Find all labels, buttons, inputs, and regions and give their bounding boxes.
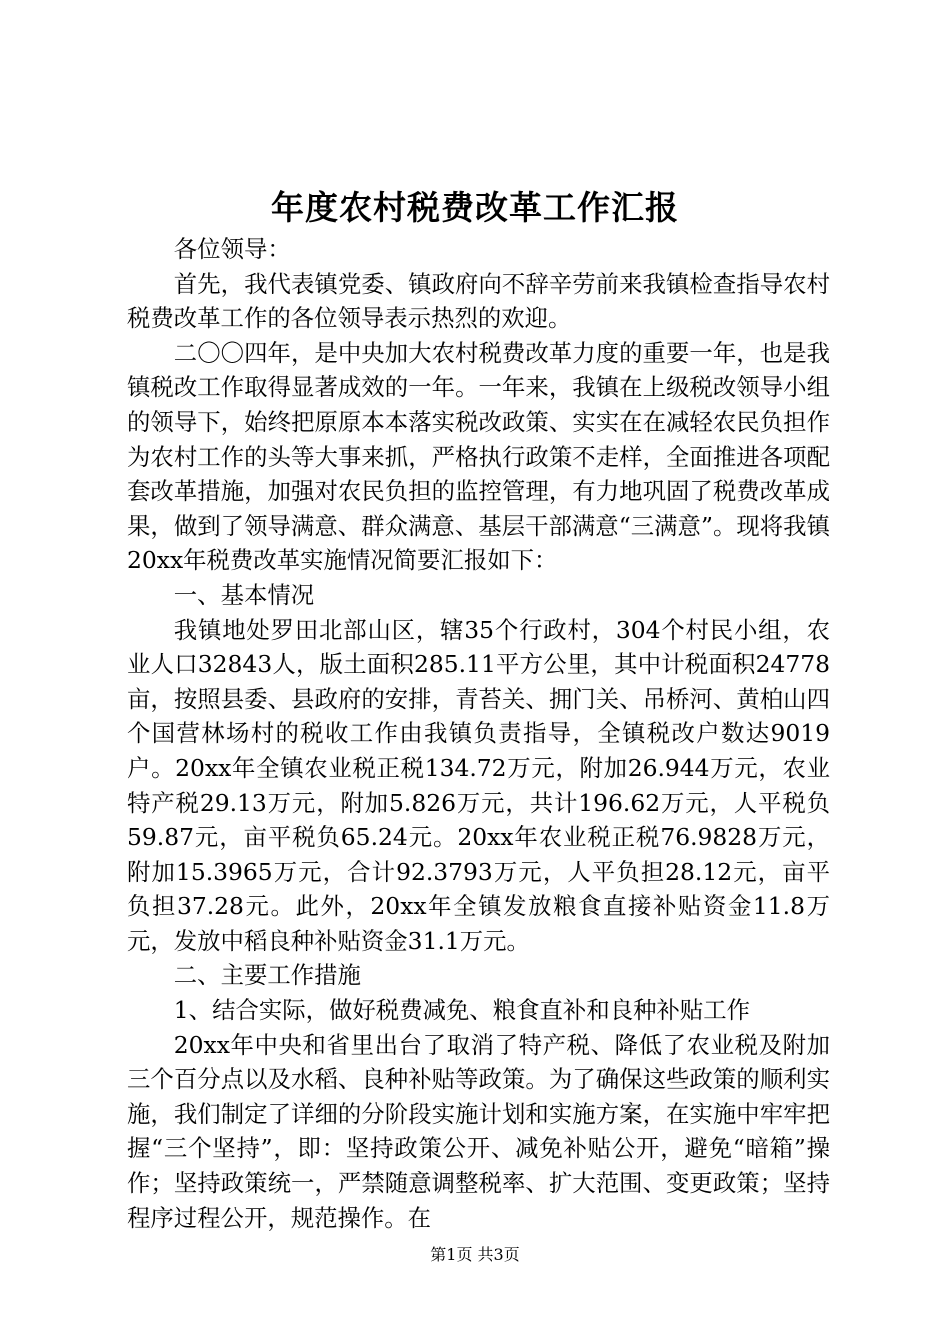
section-heading-measures: 二、主要工作措施 bbox=[173, 961, 361, 990]
paragraph-welcome: 首先，我代表镇党委、镇政府向不辞辛劳前来我镇检查指导农村税费改革工作的各位领导表示热烈的欢迎。 bbox=[127, 269, 830, 333]
salutation: 各位领导： bbox=[173, 235, 291, 263]
section-heading-basic: 一、基本情况 bbox=[173, 580, 315, 609]
document-title: 年度农村税费改革工作汇报 bbox=[271, 188, 679, 227]
subsection-heading-1: 1、结合实际，做好税费减免、粮食直补和良种补贴工作 bbox=[173, 996, 751, 1025]
paragraph-overview: 二〇〇四年，是中央加大农村税费改革力度的重要一年，也是我镇税改工作取得显著成效的一年。一年来，我镇在上级税改领导小组的领导下，始终把原原本本落实税改政策、实实在在减轻农民负担作为农村工作的头等大事来抓，严格执行政策不走样，全面推进各项配套改革措施，加强对农民负担的监控管理，有力地巩固了税费改革成果，做到了领导满意、群众满意、基层干部满意“三满意”。现将我镇20xx年税费改革实施情况简要汇报如下： bbox=[127, 338, 830, 575]
paragraph-measures: 20xx年中央和省里出台了取消了特产税、降低了农业税及附加三个百分点以及水稻、良种补贴等政策。为了确保这些政策的顺利实施，我们制定了详细的分阶段实施计划和实施方案，在实施中牢牢把握“三个坚持”，即：坚持政策公开、减免补贴公开，避免“暗箱”操作；坚持政策统一，严禁随意调整税率、扩大范围、变更政策；坚持程序过程公开，规范操作。在 bbox=[127, 1030, 830, 1232]
paragraph-basic-info: 我镇地处罗田北部山区，辖35个行政村，304个村民小组，农业人口32843人，版土面积285.11平方公里，其中计税面积24778亩，按照县委、县政府的安排，青苔关、拥门关、吊桥河、黄柏山四个国营林场村的税收工作由我镇负责指导，全镇税改户数达9019户。20xx年全镇农业税正税134.72万元，附加26.944万元，农业特产税29.13万元，附加5.826万元，共计196.62万元，人平税负59.87元，亩平税负65.24元。20xx年农业税正税76.9828万元，附加15.3965万元，合计92.3793万元，人平负担28.12元，亩平负担37.28元。此外，20xx年全镇发放粮食直接补贴资金11.8万元，发放中稻良种补贴资金31.1万元。 bbox=[127, 615, 830, 955]
document-body bbox=[127, 232, 830, 1235]
page-number-footer: 第1页 共3页 bbox=[430, 1245, 520, 1264]
